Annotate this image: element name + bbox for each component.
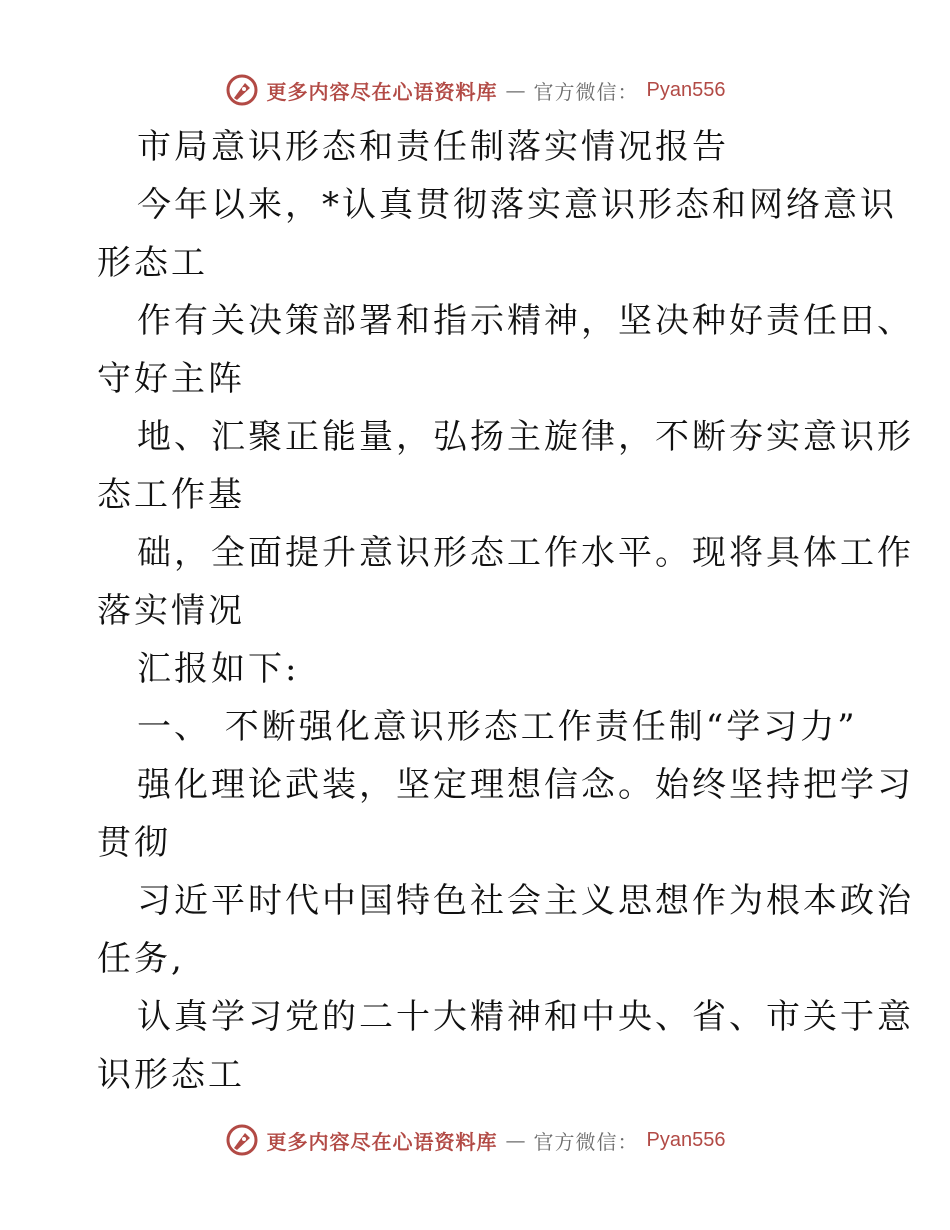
document-body xyxy=(97,118,914,1104)
paragraph-line: 习近平时代中国特色社会主义思想作为根本政治 xyxy=(137,881,914,921)
pen-nib-logo-icon xyxy=(225,73,259,107)
watermark-site-text: 更多内容尽在心语资料库 xyxy=(266,1129,498,1154)
paragraph-line: 守好主阵 xyxy=(97,359,245,399)
paragraph-line: 础，全面提升意识形态工作水平。现将具体工作 xyxy=(137,533,914,573)
watermark-label: 官方微信： xyxy=(533,1129,639,1154)
paragraph-line: 任务, xyxy=(97,939,185,979)
watermark-header xyxy=(0,70,950,110)
document-title: 市局意识形态和责任制落实情况报告 xyxy=(137,127,729,167)
paragraph-line: 汇报如下: xyxy=(137,649,300,689)
paragraph-line: 作有关决策部署和指示精神，坚决种好责任田、 xyxy=(137,301,914,341)
paragraph-line: 今年以来，*认真贯彻落实意识形态和网络意识 xyxy=(137,185,897,225)
paragraph-line: 识形态工 xyxy=(97,1055,245,1095)
paragraph-line: 地、汇聚正能量，弘扬主旋律，不断夯实意识形 xyxy=(137,417,914,457)
paragraph-line: 贯彻 xyxy=(97,823,171,863)
pen-nib-logo-icon xyxy=(225,1123,259,1157)
paragraph-line: 态工作基 xyxy=(97,475,245,515)
paragraph-line: 强化理论武装，坚定理想信念。始终坚持把学习 xyxy=(137,765,914,805)
watermark-site-text: 更多内容尽在心语资料库 xyxy=(266,79,498,104)
section-heading: 一、 不断强化意识形态工作责任制“学习力” xyxy=(137,707,858,747)
paragraph-line: 落实情况 xyxy=(97,591,245,631)
watermark-dash: — xyxy=(505,1128,526,1152)
watermark-label: 官方微信： xyxy=(533,79,639,104)
paragraph-line: 形态工 xyxy=(97,243,208,283)
watermark-dash: — xyxy=(505,78,526,102)
paragraph-line: 认真学习党的二十大精神和中央、省、市关于意 xyxy=(137,997,914,1037)
watermark-footer xyxy=(0,1120,950,1160)
watermark-wechat-id: Pyan556 xyxy=(646,78,726,101)
watermark-wechat-id: Pyan556 xyxy=(646,1128,726,1151)
